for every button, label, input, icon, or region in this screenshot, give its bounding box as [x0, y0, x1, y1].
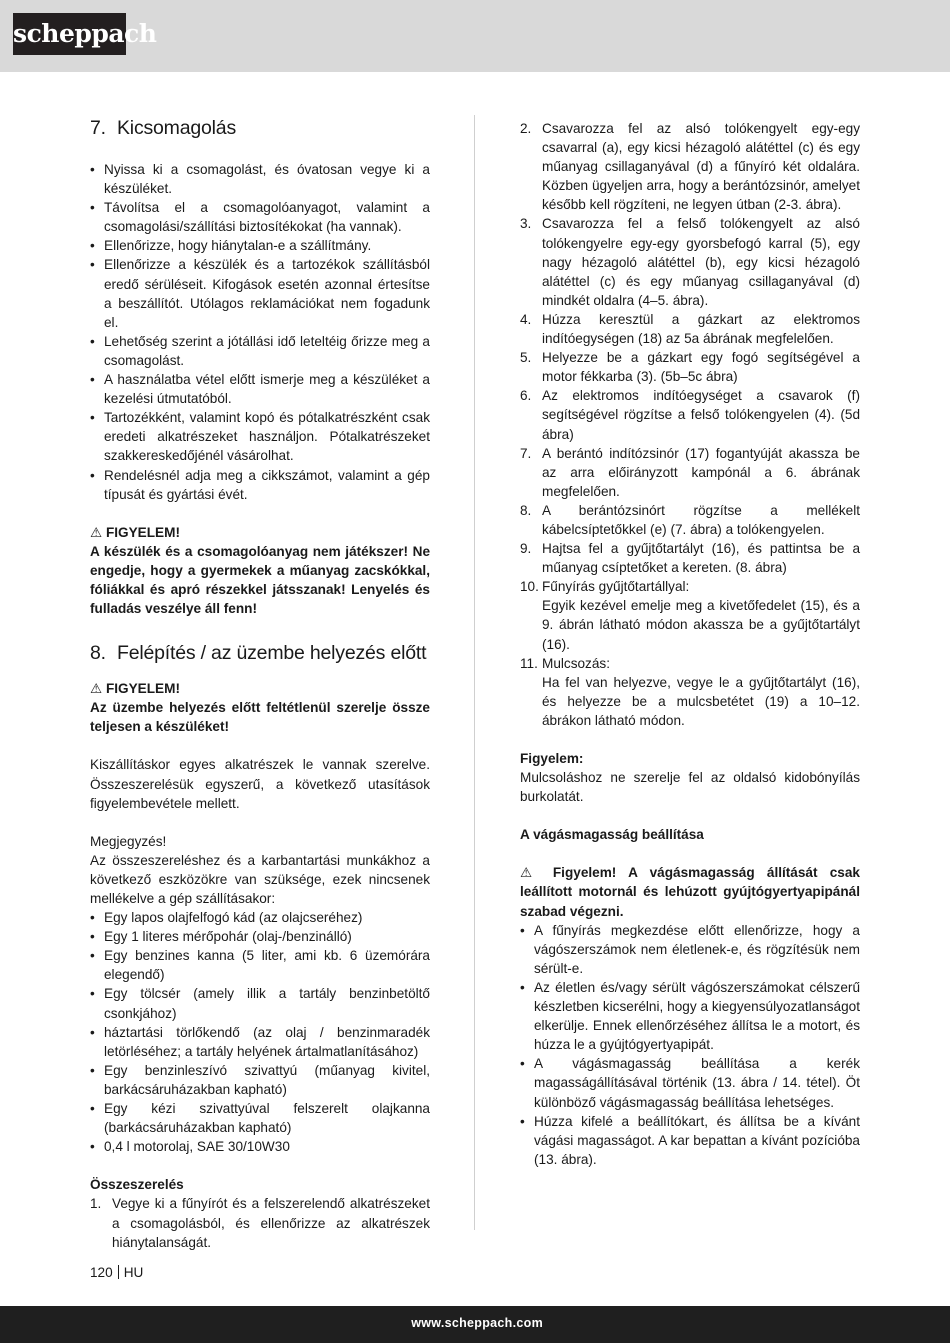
list-item: • Egy 1 literes mérőpohár (olaj-/benzinálló): [90, 927, 430, 946]
list-item: • Az életlen és/vagy sérült vágószerszámokat célszerű készletben kicserélni, hogy a kiegyensúlyozatlanságot elkerülje. Ennek ellenőrzéséhez állítsa le a motort, és húzza le a gyújtógyertyapipát.: [520, 978, 860, 1054]
attention-text: Mulcsoláshoz ne szerelje fel az oldalsó kidobónyílás burkolatát.: [520, 770, 860, 805]
step-text: A berántó indítózsinór (17) fogantyúját akassza be az arra előirányzott kampónál a 6. ábrának megfelelően.: [542, 445, 860, 499]
list-item: • A vágásmagasság beállítása a kerék magasságállításával történik (13. ábra / 14. tétel). Öt különböző vágásmagasság beállítása lehetséges.: [520, 1054, 860, 1111]
list-item: • Egy benzinleszívó szivattyú (műanyag kivitel, barkácsáruházakban kapható): [90, 1061, 430, 1099]
step-number: 8.: [520, 502, 532, 518]
warning-text: A készülék és a csomagolóanyag nem játékszer! Ne engedje, hogy a gyermekek a műanyag zacskókkal, fóliákkal és apró részekkel játsszanak! Lenyelés és fulladás veszélye áll fenn!: [90, 543, 430, 617]
list-item: • Ellenőrizze a készülék és a tartozékok szállításból eredő sérüléseit. Kifogások esetén azonnal értesítse a beszállítót. Utólagos reklamációkat nem fogadunk el.: [90, 255, 430, 331]
list-item: • Egy benzines kanna (5 liter, ami kb. 6 üzemórára elegendő): [90, 946, 430, 984]
assembly-steps: [90, 1194, 430, 1251]
list-item: • Tartozékként, valamint kopó és pótalkatrészként csak eredeti alkatrészeket használjon. Pótalkatrészeket szakkereskedőjénél vásárolhat.: [90, 408, 430, 465]
warning-title: ⚠ FIGYELEM!: [90, 524, 180, 540]
right-column: [520, 119, 860, 1169]
column-divider: [474, 115, 475, 1230]
step-text: A berántózsinórt rögzítse a mellékelt kábelcsíptetőkkel (e) (7. ábra) a tolókengyelen.: [542, 502, 860, 537]
note-label: Megjegyzés!: [90, 833, 167, 849]
list-item: [520, 348, 860, 386]
list-item: • Húzza kifelé a beállítókart, és állítsa be a kívánt vágási magasságot. A kar bepattan a kívánt pozícióba (13. ábra).: [520, 1112, 860, 1169]
step-text: Az elektromos indítóegységet a csavarok (f) segítségével rögzítse a felső tolókengyelen (4). (5d ábra): [542, 388, 860, 442]
list-item: [520, 577, 860, 596]
section-number: 7.: [90, 117, 106, 139]
step-text: Egyik kezével emelje meg a kivetőfedelet (15), és a 9. ábrán látható módon akassza be a gyűjtőtartályt (16).: [542, 598, 860, 652]
tools-list: [90, 908, 430, 1156]
list-item: • A használatba vétel előtt ismerje meg a készüléket a kezelési útmutatóból.: [90, 370, 430, 408]
step-text: Ha fel van helyezve, vegye le a gyűjtőtartályt (16), és helyezze be a mulcsbetétet (19) a 10–12. ábrákon látható módon.: [542, 674, 860, 728]
section-title: Kicsomagolás: [117, 117, 236, 139]
list-item: [520, 310, 860, 348]
warning-title: ⚠ FIGYELEM!: [90, 681, 180, 697]
step-text: Húzza keresztül a gázkart az elektromos indítóegységen (18) az 5a ábrának megfelelően.: [542, 311, 860, 347]
section-number: 8.: [90, 642, 106, 665]
step-number: 2.: [520, 121, 532, 136]
assembly-heading: Összeszerelés: [90, 1177, 184, 1193]
page-number-value: 120: [90, 1265, 113, 1280]
list-item: [520, 119, 860, 214]
step-number: 1.: [90, 1196, 102, 1212]
list-item: • Ellenőrizze, hogy hiánytalan-e a szállítmány.: [90, 236, 430, 255]
list-item: [90, 1194, 430, 1251]
section-title: Felépítés / az üzembe helyezés előtt: [117, 642, 427, 665]
left-column: [90, 112, 430, 1252]
list-item: [520, 673, 860, 730]
step-text: Vegye ki a fűnyírót és a felszerelendő alkatrészeket a csomagolásból, és ellenőrizze az alkatrészek hiánytalanságát.: [112, 1196, 430, 1250]
list-item: [520, 654, 860, 673]
step-number: 11.: [520, 655, 538, 671]
step-number: 5.: [520, 350, 532, 366]
list-item: • Rendelésnél adja meg a cikkszámot, valamint a gép típusát és gyártási évét.: [90, 466, 430, 504]
attention-label: Figyelem:: [520, 751, 584, 766]
unpacking-list: [90, 160, 430, 504]
cutting-height-warning: ⚠ Figyelem! A vágásmagasság állítását csak leállított motornál és lehúzott gyújtógyertyapipánál szabad végezni.: [520, 865, 860, 919]
list-item: • Egy lapos olajfelfogó kád (az olajcseréhez): [90, 908, 430, 927]
section-7-heading: [90, 116, 430, 140]
list-item: [520, 596, 860, 653]
scheppach-logo: scheppach: [13, 13, 126, 55]
step-number: 6.: [520, 388, 532, 404]
list-item: • háztartási törlőkendő (az olaj / benzinmaradék letörléséhez; a tartály helyének ártalmatlanításához): [90, 1023, 430, 1061]
list-item: • 0,4 l motorolaj, SAE 30/10W30: [90, 1137, 430, 1156]
list-item: • Távolítsa el a csomagolóanyagot, valamint a csomagolási/szállítási biztosítékokat (ha vannak).: [90, 198, 430, 236]
step-number: 10.: [520, 579, 539, 595]
list-item: [520, 539, 860, 577]
step-text: Csavarozza fel az alsó tolókengyelt egy-egy csavarral (a), egy kicsi hézagoló alátéttel (c) és egy műanyag csillaganyával (d) a fűnyíró két oldalára. Közben ügyeljen arra, hogy a berántózsinór, amelyet később kell rögzíteni, ne legyen útban (2-3. ábra).: [542, 121, 860, 213]
warning-text: Az üzembe helyezés előtt feltétlenül szerelje össze teljesen a készüléket!: [90, 700, 430, 735]
list-item: • Egy tölcsér (amely illik a tartály benzinbetöltő csonkjához): [90, 984, 430, 1022]
section-8-heading: [90, 641, 430, 665]
page-number: [90, 1265, 143, 1280]
step-number: 4.: [520, 311, 532, 327]
step-text: Helyezze be a gázkart egy fogó segítségével a motor fékkarba (3). (5b–5c ábra): [542, 350, 860, 385]
language-code: HU: [123, 1265, 144, 1280]
cutting-height-list: [520, 921, 860, 1169]
assembly-steps-continued: [520, 119, 860, 730]
list-item: • Egy kézi szivattyúval felszerelt olajkanna (barkácsáruházakban kapható): [90, 1099, 430, 1137]
page-header: [0, 0, 950, 72]
cutting-height-heading: A vágásmagasság beállítása: [520, 827, 704, 843]
website-url: www.scheppach.com: [411, 1316, 543, 1330]
list-item: [520, 214, 860, 309]
step-number: 7.: [520, 445, 532, 461]
step-number: 9.: [520, 541, 532, 557]
step-text: Mulcsozás:: [542, 655, 610, 671]
step-text: Csavarozza fel a felső tolókengyelt az alsó tolókengyelre egy-egy gyorsbefogó karral (5), egy nagy hézagoló alátéttel (b), egy kicsi hézagoló alátéttel (c) és egy műanyag csillaganyával (d) mindkét oldalra (4–5. ábra).: [542, 216, 860, 308]
list-item: [520, 386, 860, 443]
note-text: Az összeszereléshez és a karbantartási munkákhoz a következő eszközökre van szüksége, ezek nincsenek mellékelve a gép szállításakor:: [90, 852, 430, 906]
page-footer: [0, 1306, 950, 1343]
list-item: • A fűnyírás megkezdése előtt ellenőrizze, hogy a vágószerszámok nem életlenek-e, és rögzítésük nem sérült-e.: [520, 921, 860, 978]
paragraph: Kiszállításkor egyes alkatrészek le vannak szerelve. Összeszerelésük egyszerű, a következő utasítások figyelembevétele mellett.: [90, 757, 430, 811]
list-item: [520, 444, 860, 501]
step-text: Fűnyírás gyűjtőtartállyal:: [542, 579, 690, 595]
step-number: 3.: [520, 216, 532, 232]
step-text: Hajtsa fel a gyűjtőtartályt (16), és pattintsa be a műanyag csíptetőket a kereten. (8. ábra): [542, 541, 860, 576]
list-item: [520, 501, 860, 539]
list-item: • Nyissa ki a csomagolást, és óvatosan vegye ki a készüléket.: [90, 160, 430, 198]
list-item: • Lehetőség szerint a jótállási idő leteltéig őrizze meg a csomagolást.: [90, 332, 430, 370]
